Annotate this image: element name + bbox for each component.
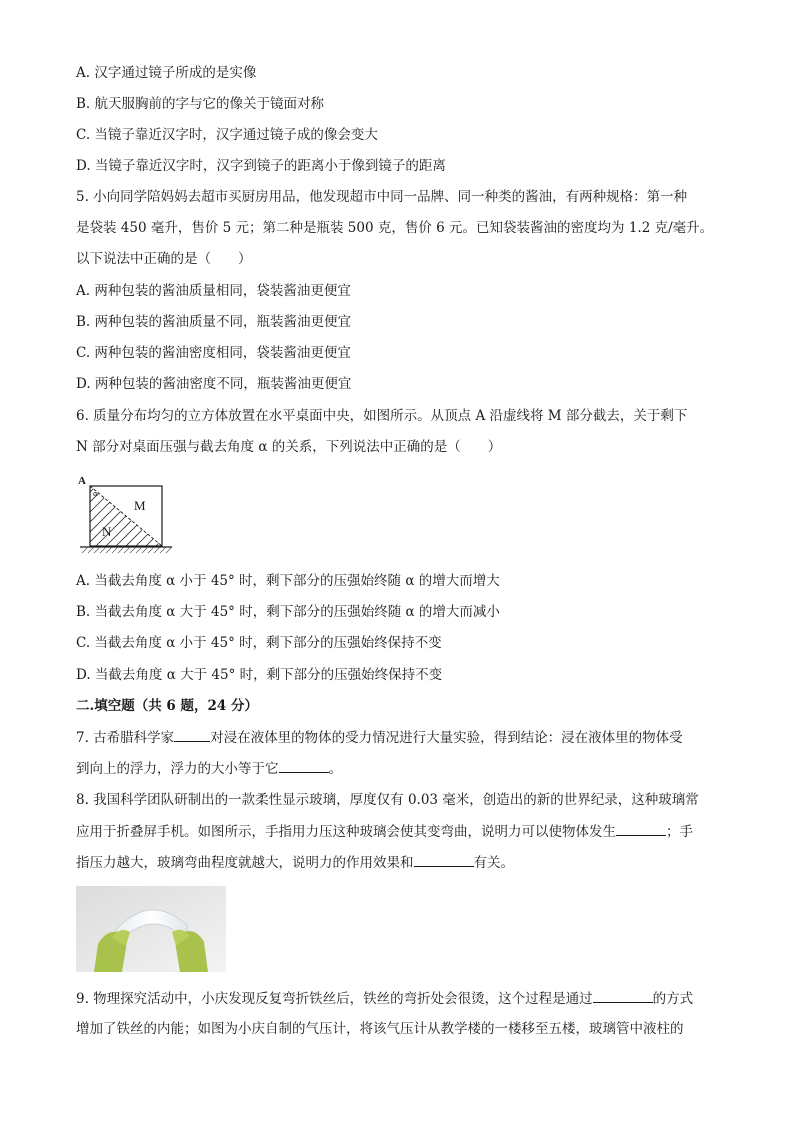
q8-text-2b: ；手: [666, 824, 693, 840]
figure-label-m: M: [134, 498, 146, 513]
q6-stem-line1: 6. 质量分布均匀的立方体放置在水平桌面中央，如图所示。从顶点 A 沿虚线将 M 部分截去，关于剩下: [76, 408, 688, 424]
q5-option-a: A. 两种包装的酱油质量相同，袋装酱油更便宜: [76, 283, 351, 299]
q7-blank-2[interactable]: [279, 758, 329, 773]
q8-line2: [76, 821, 693, 842]
q6-option-b: B. 当截去角度 α 大于 45° 时，剩下部分的压强始终随 α 的增大而减小: [76, 604, 500, 620]
q9-text-1a: 9. 物理探究活动中，小庆发现反复弯折铁丝后，铁丝的弯折处会很烫，这个过程是通过: [76, 991, 593, 1007]
q5-stem-line1: 5. 小向同学陪妈妈去超市买厨房用品，他发现超市中同一品牌、同一种类的酱油，有两种规格：第一种: [76, 189, 688, 205]
q7-text-2b: 。: [328, 761, 342, 777]
q7-text-1a: 7. 古希腊科学家: [76, 730, 175, 746]
q7-line2: [76, 758, 342, 779]
q7-text-2a: 到向上的浮力，浮力的大小等于它: [76, 761, 279, 777]
q8-line3: [76, 852, 514, 873]
q8-blank-2[interactable]: [414, 852, 474, 867]
q8-line1: 8. 我国科学团队研制出的一款柔性显示玻璃，厚度仅有 0.03 毫米，创造出的新的世界纪录，这种玻璃常: [76, 792, 699, 808]
q5-stem-line3: 以下说法中正确的是（ ）: [76, 251, 252, 267]
q4-option-c: C. 当镜子靠近汉字时，汉字通过镜子成的像会变大: [76, 127, 378, 143]
q9-line1: [76, 988, 693, 1009]
cube-cut-figure: [76, 472, 176, 556]
section-heading-fill-in: 二.填空题（共 6 题，24 分）: [76, 698, 258, 714]
q7-line1: [76, 727, 683, 748]
figure-label-a: A: [78, 475, 86, 487]
q4-option-d: D. 当镜子靠近汉字时，汉字到镜子的距离小于像到镜子的距离: [76, 158, 446, 174]
figure-label-alpha: α: [93, 490, 98, 498]
figure-label-n: N: [102, 524, 112, 539]
q6-stem-line2: N 部分对桌面压强与截去角度 α 的关系，下列说法中正确的是（ ）: [76, 439, 502, 455]
q4-option-b: B. 航天服胸前的字与它的像关于镜面对称: [76, 96, 325, 112]
q4-option-a: A. 汉字通过镜子所成的是实像: [76, 65, 257, 81]
q9-line2: 增加了铁丝的内能；如图为小庆自制的气压计，将该气压计从教学楼的一楼移至五楼，玻璃管中液柱的: [76, 1021, 684, 1037]
q7-blank-1[interactable]: [174, 727, 210, 742]
q9-blank-1[interactable]: [593, 988, 653, 1003]
q8-blank-1[interactable]: [616, 821, 666, 836]
q6-option-a: A. 当截去角度 α 小于 45° 时，剩下部分的压强始终随 α 的增大而增大: [76, 573, 500, 589]
q5-stem-line2: 是袋装 450 毫升，售价 5 元；第二种是瓶装 500 克，售价 6 元。已知袋装酱油的密度均为 1.2 克/毫升。: [76, 220, 714, 236]
q9-text-1b: 的方式: [652, 991, 694, 1007]
q5-option-c: C. 两种包装的酱油密度相同，袋装酱油更便宜: [76, 345, 351, 361]
q7-text-1b: 对浸在液体里的物体的受力情况进行大量实验，得到结论：浸在液体里的物体受: [210, 730, 683, 746]
q8-text-2a: 应用于折叠屏手机。如图所示，手指用力压这种玻璃会使其变弯曲，说明力可以使物体发生: [76, 824, 616, 840]
q6-option-c: C. 当截去角度 α 小于 45° 时，剩下部分的压强始终保持不变: [76, 635, 442, 651]
q5-option-b: B. 两种包装的酱油质量不同，瓶装酱油更便宜: [76, 314, 352, 330]
q8-text-3a: 指压力越大，玻璃弯曲程度就越大，说明力的作用效果和: [76, 855, 414, 871]
q5-option-d: D. 两种包装的酱油密度不同，瓶装酱油更便宜: [76, 376, 352, 392]
q6-option-d: D. 当截去角度 α 大于 45° 时，剩下部分的压强始终保持不变: [76, 667, 443, 683]
flexible-glass-photo: [76, 886, 226, 972]
q8-text-3b: 有关。: [473, 855, 514, 871]
